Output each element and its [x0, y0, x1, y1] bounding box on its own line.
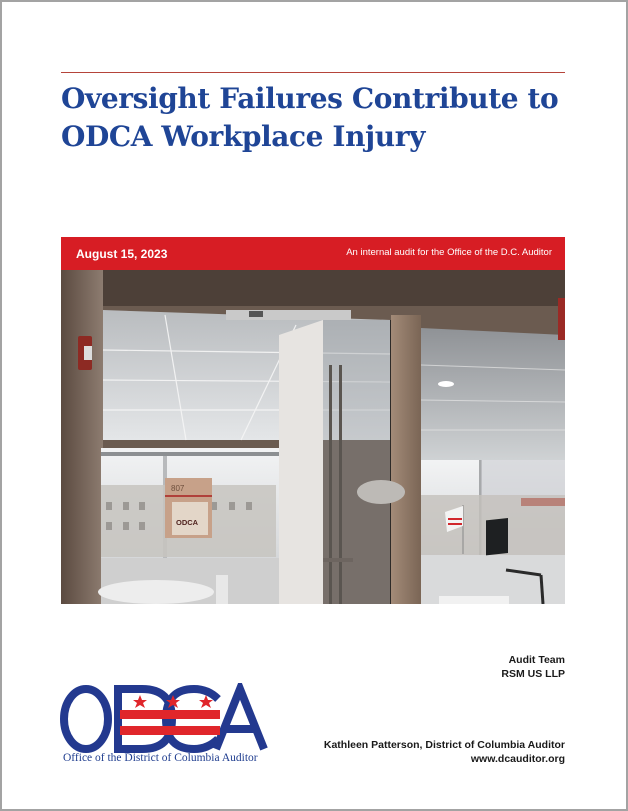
audit-team-block	[501, 653, 565, 681]
date-banner	[61, 237, 565, 270]
logo-caption: Office of the District of Columbia Auditor	[63, 752, 258, 764]
cover-photo	[61, 270, 565, 604]
report-title-line-2: ODCA Workplace Injury	[61, 120, 425, 153]
report-title-line-1: Oversight Failures Contribute to	[61, 82, 559, 115]
door-sign	[165, 478, 212, 538]
office-photo-illustration	[61, 270, 565, 604]
auditor-block	[324, 738, 565, 766]
report-subtitle: An internal audit for the Office of the D.C. Auditor	[346, 247, 552, 258]
report-title	[61, 80, 581, 156]
audit-team-label: Audit Team	[508, 654, 565, 666]
website-link[interactable]: www.dcauditor.org	[470, 753, 565, 765]
report-date: August 15, 2023	[76, 247, 168, 261]
auditor-name: Kathleen Patterson, District of Columbia Auditor	[323, 739, 565, 751]
svg-text:ODCA: ODCA	[176, 518, 199, 527]
svg-text:807: 807	[171, 484, 185, 493]
audit-firm: RSM US LLP	[501, 668, 565, 680]
title-divider	[61, 72, 565, 73]
odca-logo-mark	[60, 683, 270, 753]
